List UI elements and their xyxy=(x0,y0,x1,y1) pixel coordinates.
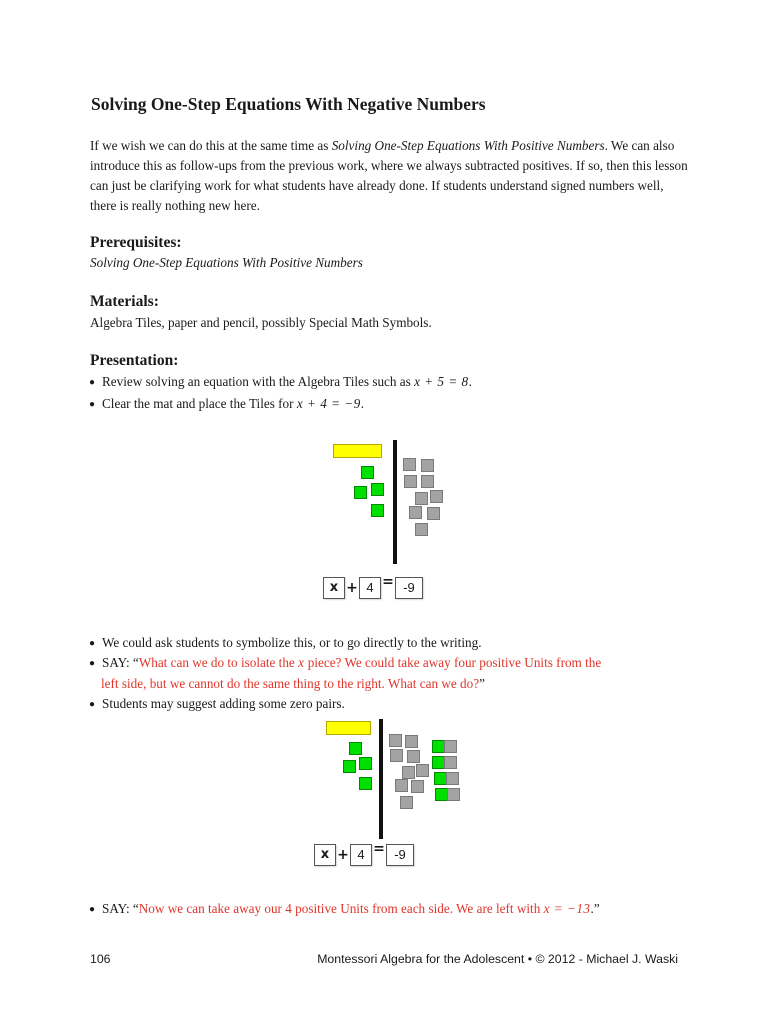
prerequisites-text xyxy=(90,255,363,271)
page-number: 106 xyxy=(90,952,111,966)
negative-unit-tile xyxy=(427,507,440,520)
negative-unit-tile xyxy=(400,796,413,809)
bullet-zero-pairs xyxy=(89,694,345,715)
equation-equals: = xyxy=(382,574,394,590)
equation-constant-box: 4 xyxy=(350,844,372,866)
positive-unit-tile xyxy=(371,504,384,517)
zero-pair-negative-tile xyxy=(447,788,460,801)
negative-unit-tile xyxy=(421,475,434,488)
intro-paragraph xyxy=(90,136,690,216)
negative-unit-tile xyxy=(402,766,415,779)
negative-unit-tile xyxy=(415,523,428,536)
equation-rhs-box: -9 xyxy=(386,844,414,866)
bullet-review xyxy=(89,372,472,393)
positive-unit-tile xyxy=(361,466,374,479)
negative-unit-tile xyxy=(415,492,428,505)
say-close-quote: ” xyxy=(479,676,485,691)
positive-unit-tile xyxy=(343,760,356,773)
mat-divider xyxy=(393,440,397,564)
say-prefix: SAY: “ xyxy=(102,655,139,670)
say-close-quote: .” xyxy=(590,901,600,916)
negative-unit-tile xyxy=(403,458,416,471)
say-text: piece? We could take away four positive Units from the xyxy=(304,655,602,670)
equation-inline: x + 5 = 8 xyxy=(414,374,469,389)
equation-tiles xyxy=(323,574,423,598)
positive-unit-tile xyxy=(359,757,372,770)
prerequisites-italic: Solving One-Step Equations With Positive Numbers xyxy=(90,255,363,270)
materials-heading: Materials: xyxy=(90,293,159,310)
negative-unit-tile xyxy=(395,779,408,792)
algebra-tiles-diagram-1 xyxy=(320,438,450,608)
bullet-end: . xyxy=(468,374,472,389)
positive-unit-tile xyxy=(354,486,367,499)
materials-text: Algebra Tiles, paper and pencil, possibly Special Math Symbols. xyxy=(90,315,432,330)
negative-unit-tile xyxy=(390,749,403,762)
bullet-say-isolate xyxy=(89,653,601,674)
bullet-say-take-away xyxy=(89,899,600,920)
prerequisites-heading: Prerequisites: xyxy=(90,234,182,251)
equation-equals: = xyxy=(373,841,385,857)
negative-unit-tile xyxy=(404,475,417,488)
page-title: Solving One-Step Equations With Negative Numbers xyxy=(91,94,486,114)
negative-unit-tile xyxy=(411,780,424,793)
say-prefix: SAY: “ xyxy=(102,901,139,916)
x-tile xyxy=(326,721,371,735)
algebra-tiles-diagram-2 xyxy=(312,716,468,876)
negative-unit-tile xyxy=(405,735,418,748)
zero-pair-negative-tile xyxy=(444,756,457,769)
positive-unit-tile xyxy=(349,742,362,755)
bullet-dot: ● xyxy=(89,377,96,388)
negative-unit-tile xyxy=(421,459,434,472)
bullet-symbolize xyxy=(89,633,482,654)
equation-inline: x + 4 = −9 xyxy=(296,396,361,411)
footer-credit: Montessori Algebra for the Adolescent • © 2012 - Michael J. Waski xyxy=(317,952,678,966)
positive-unit-tile xyxy=(359,777,372,790)
say-text: What can we do to isolate the xyxy=(138,655,299,670)
bullet-text: Students may suggest adding some zero pairs. xyxy=(102,696,345,711)
intro-text-1: If we wish we can do this at the same time as xyxy=(90,138,332,153)
equation-tiles xyxy=(314,841,414,865)
say-text: left side, but we cannot do the same thing to the right. What can we do? xyxy=(101,676,480,691)
bullet-dot: ● xyxy=(89,658,96,669)
equation-plus: + xyxy=(337,847,349,863)
bullet-say-isolate-continued xyxy=(101,674,485,694)
say-text: Now we can take away our 4 positive Units from each side. We are left with xyxy=(138,901,544,916)
zero-pair-negative-tile xyxy=(444,740,457,753)
equation-inline: x xyxy=(298,655,305,670)
equation-rhs-box: -9 xyxy=(395,577,423,599)
bullet-clear-mat xyxy=(89,394,364,415)
equation-plus: + xyxy=(346,580,358,596)
bullet-text: We could ask students to symbolize this, or to go directly to the writing. xyxy=(102,635,482,650)
intro-italic-reference: Solving One-Step Equations With Positive Numbers xyxy=(331,138,605,153)
zero-pair-negative-tile xyxy=(446,772,459,785)
mat-divider xyxy=(379,719,383,839)
negative-unit-tile xyxy=(407,750,420,763)
presentation-heading: Presentation: xyxy=(90,352,179,369)
x-tile xyxy=(333,444,382,458)
negative-unit-tile xyxy=(409,506,422,519)
bullet-dot: ● xyxy=(89,699,96,710)
bullet-dot: ● xyxy=(89,904,96,915)
bullet-dot: ● xyxy=(89,399,96,410)
equation-inline: x = −13 xyxy=(543,901,591,916)
negative-unit-tile xyxy=(416,764,429,777)
bullet-text: Review solving an equation with the Algebra Tiles such as xyxy=(102,374,415,389)
bullet-text: Clear the mat and place the Tiles for xyxy=(102,396,297,411)
bullet-end: . xyxy=(360,396,365,411)
equation-x-box: x xyxy=(314,844,336,866)
intro-text-2: . We can also introduce this as follow-ups from the previous work, where we always subtracted positives. If so, then this lesson can just be clarifying work for what students have already done. If students understand signed numbers well, there is really nothing new here. xyxy=(90,138,688,213)
bullet-dot: ● xyxy=(89,638,96,649)
equation-x-box: x xyxy=(323,577,345,599)
negative-unit-tile xyxy=(430,490,443,503)
equation-constant-box: 4 xyxy=(359,577,381,599)
positive-unit-tile xyxy=(371,483,384,496)
negative-unit-tile xyxy=(389,734,402,747)
